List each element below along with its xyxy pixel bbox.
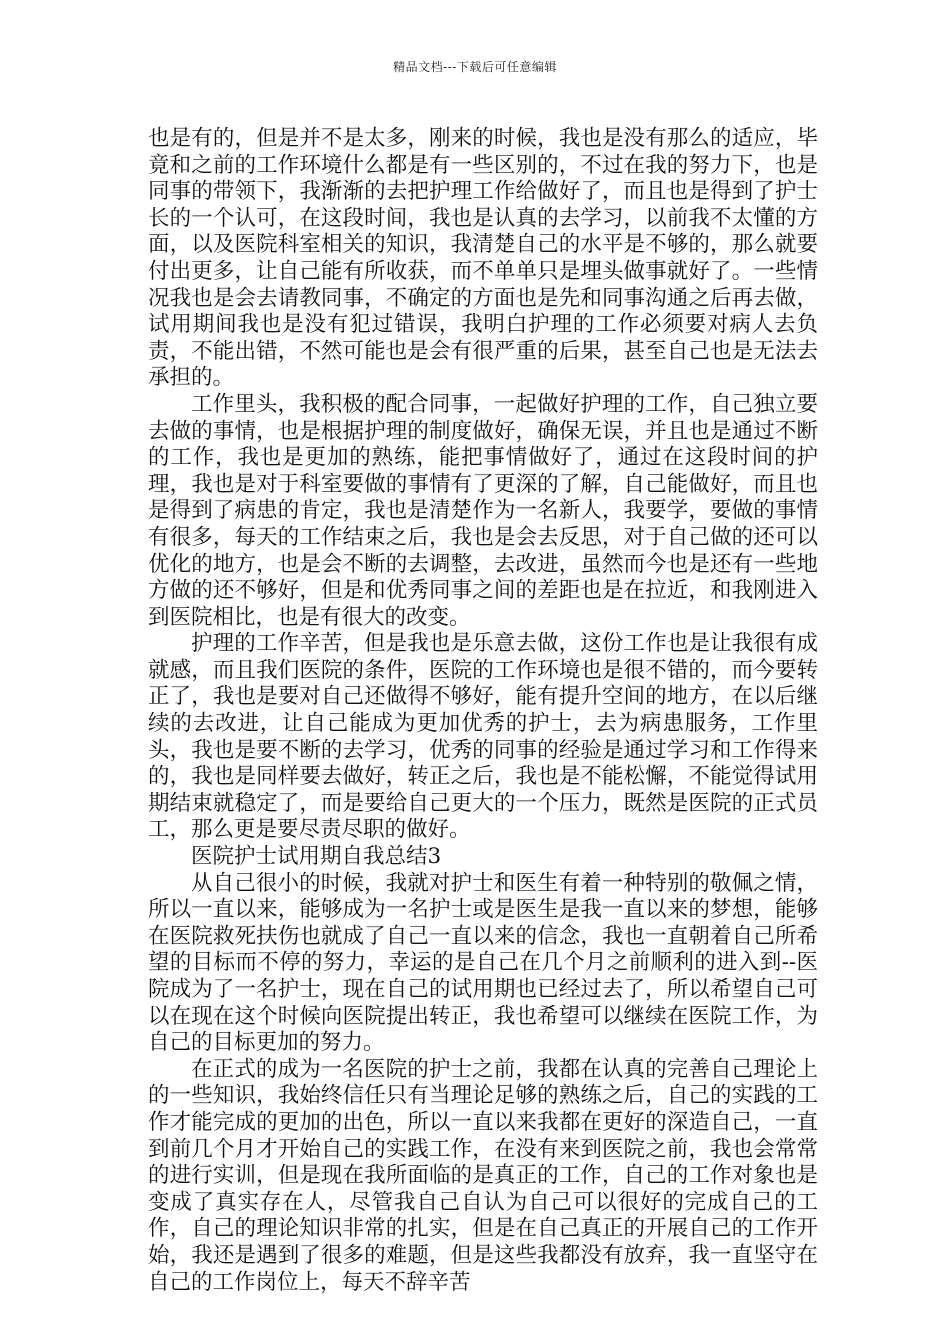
paragraph-1: 也是有的，但是并不是太多，刚来的时候，我也是没有那么的适应，毕竟和之前的工作环境什么都是有一些区别的，不过在我的努力下，也是同事的带领下，我渐渐的去把护理工作给做好了，而且也是得到了护士长的一个认可，在这段时间，我也是认真的去学习，以前我不太懂的方面，以及医院科室相关的知识，我清楚自己的水平是不够的，那么就要付出更多，让自己能有所收获，而不单单只是埋头做事就好了。一些情况我也是会去请教同事，不确定的方面也是先和同事沟通之后再去做，试用期间我也是没有犯过错误，我明白护理的工作必须要对病人去负责，不能出错，不然可能也是会有很严重的后果，甚至自己也是无法去承担的。 bbox=[148, 126, 818, 391]
document-body bbox=[148, 126, 818, 1296]
page-header: 精品文档---下载后可任意编辑 bbox=[393, 60, 557, 74]
paragraph-5: 在正式的成为一名医院的护士之前，我都在认真的完善自己理论上的一些知识，我始终信任只有当理论足够的熟练之后，自己的实践的工作才能完成的更加的出色，所以一直以来我都在更好的深造自己，一直到前几个月才开始自己的实践工作，在没有来到医院之前，我也会常常的进行实训，但是现在我所面临的是真正的工作，自己的工作对象也是变成了真实存在人，尽管我自己自认为自己可以很好的完成自己的工作，自己的理论知识非常的扎实，但是在自己真正的开展自己的工作开始，我还是遇到了很多的难题，但是这些我都没有放弃，我一直坚守在自己的工作岗位上，每天不辞辛苦 bbox=[148, 1056, 818, 1295]
paragraph-2: 工作里头，我积极的配合同事，一起做好护理的工作，自己独立要去做的事情，也是根据护理的制度做好，确保无误，并且也是通过不断的工作，我也是更加的熟练，能把事情做好了，通过在这段时间的护理，我也是对于科室要做的事情有了更深的了解，自己能做好，而且也是得到了病患的肯定，我也是清楚作为一名新人，我要学，要做的事情有很多，每天的工作结束之后，我也是会去反思，对于自己做的还可以优化的地方，也是会不断的去调整，去改进，虽然而今也是还有一些地方做的还不够好，但是和优秀同事之间的差距也是在拉近，和我刚进入到医院相比，也是有很大的改变。 bbox=[148, 391, 818, 630]
section-title: 医院护士试用期自我总结3 bbox=[191, 844, 442, 870]
paragraph-3: 护理的工作辛苦，但是我也是乐意去做，这份工作也是让我很有成就感，而且我们医院的条件，医院的工作环境也是很不错的，而今要转正了，我也是要对自己还做得不够好，能有提升空间的地方，在以后继续的去改进，让自己能成为更加优秀的护士，去为病患服务，工作里头，我也是要不断的去学习，优秀的同事的经验是通过学习和工作得来的，我也是同样要去做好，转正之后，我也是不能松懈，不能觉得试用期结束就稳定了，而是要给自己更大的一个压力，既然是医院的正式员工，那么更是要尽责尽职的做好。 bbox=[148, 631, 818, 843]
paragraph-4: 从自己很小的时候，我就对护士和医生有着一种特别的敬佩之情，所以一直以来，能够成为一名护士或是医生是我一直以来的梦想，能够在医院救死扶伤也就成了自己一直以来的信念，我也一直朝着自己所希望的目标而不停的努力，幸运的是自己在几个月之前顺利的进入到--医院成为了一名护士，现在自己的试用期也已经过去了，所以希望自己可以在现在这个时候向医院提出转正，我也希望可以继续在医院工作，为自己的目标更加的努力。 bbox=[148, 870, 818, 1056]
